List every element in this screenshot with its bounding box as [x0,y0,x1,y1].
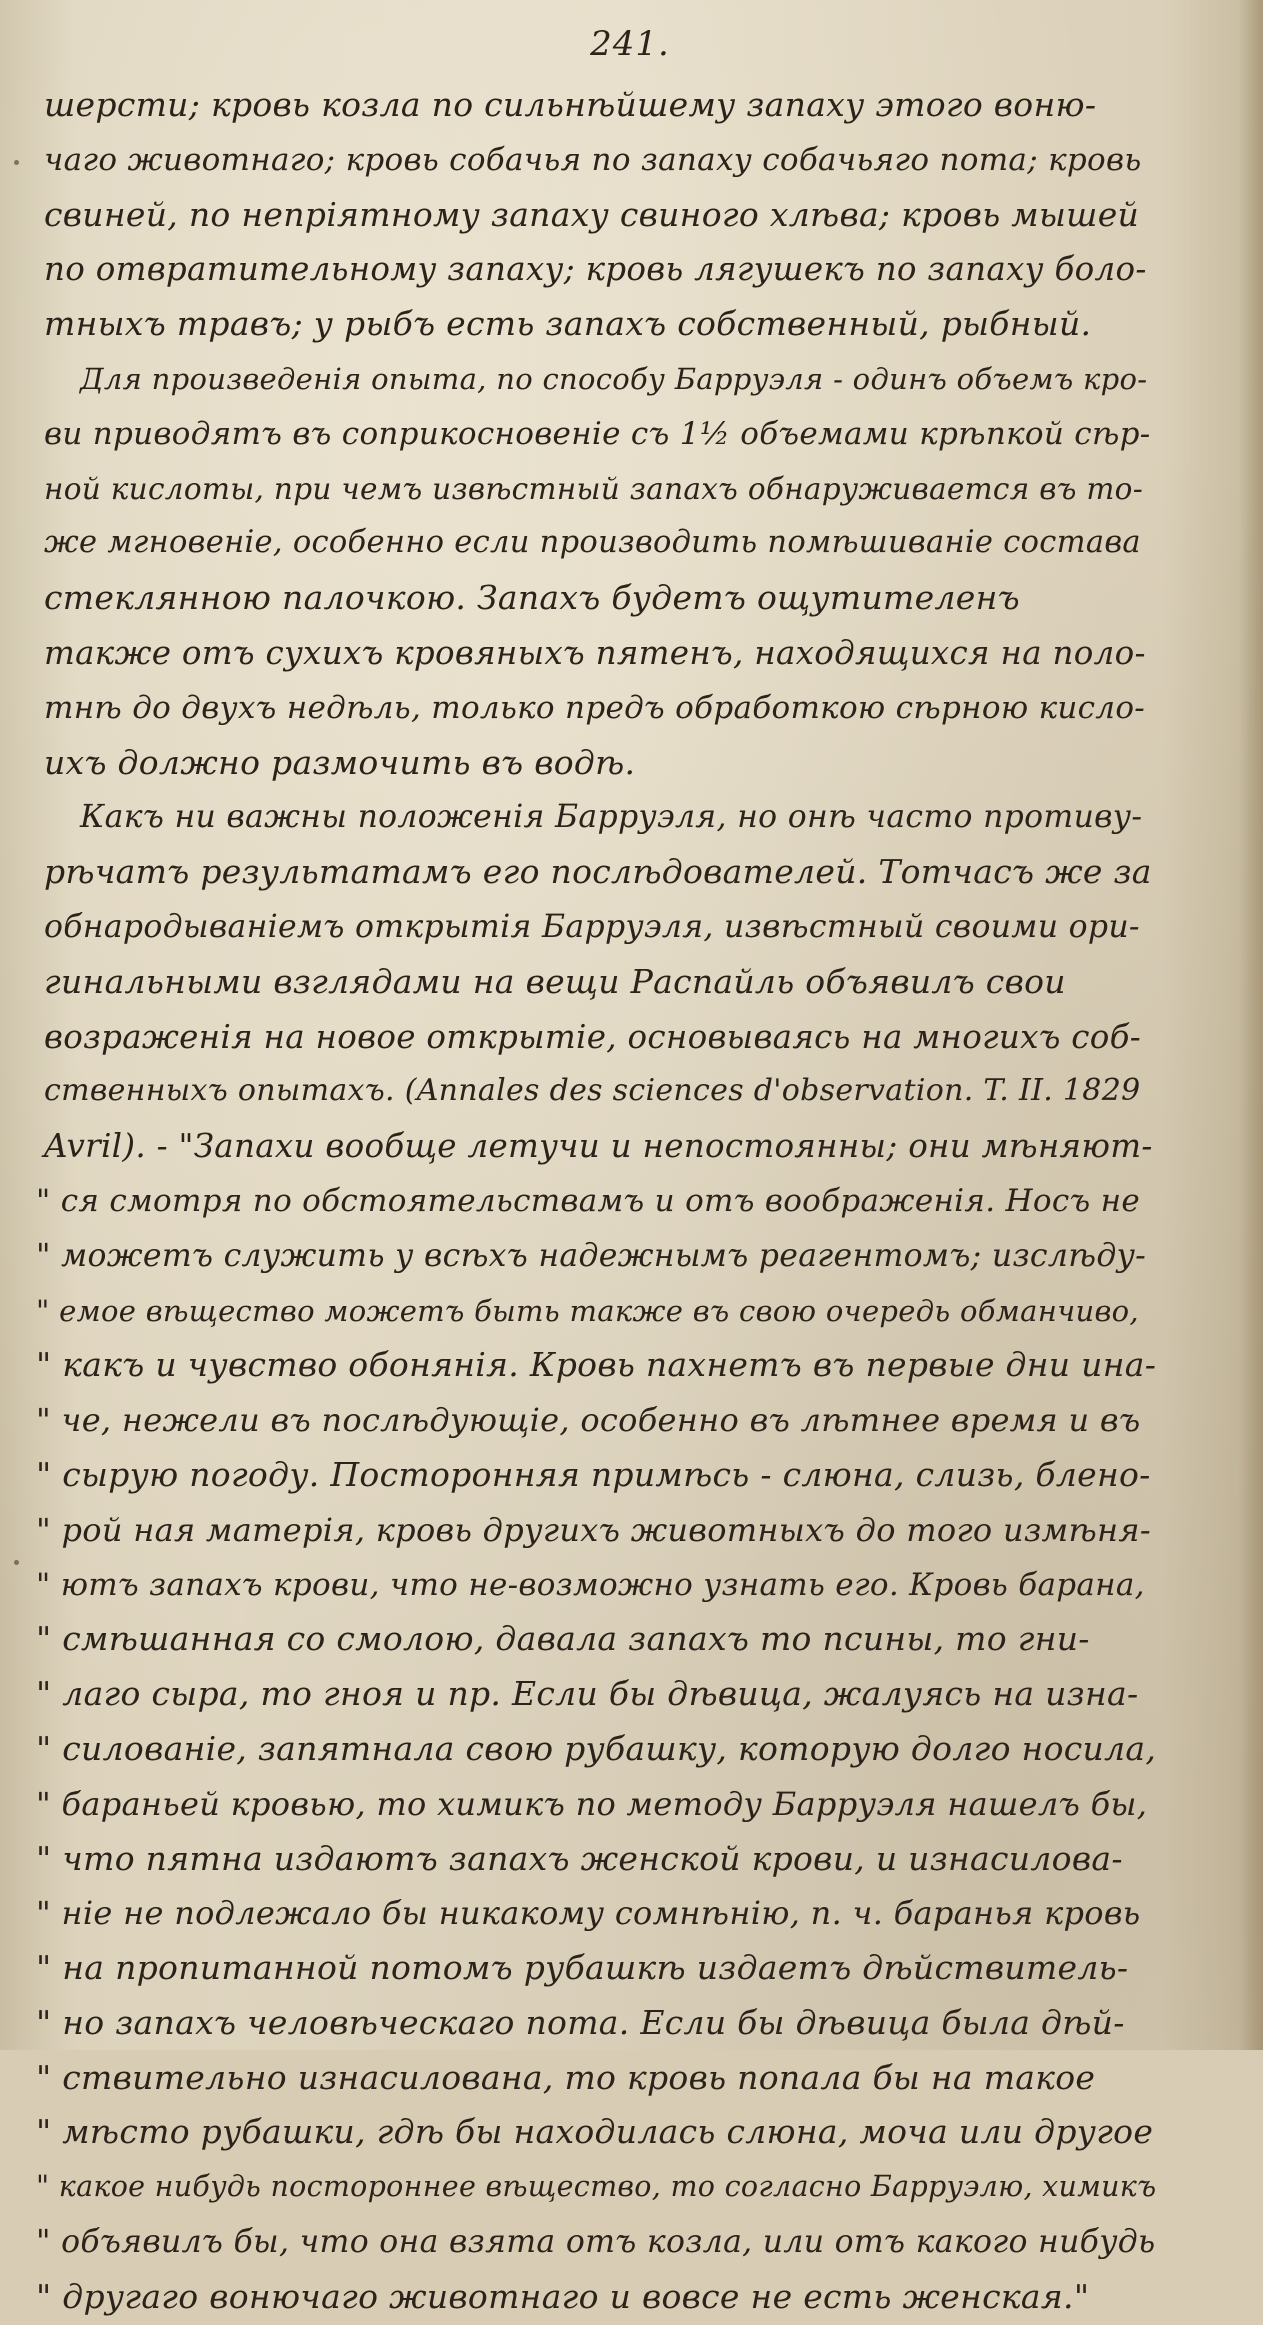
text-line: " смѣшанная со смолою, давала запахъ то псины, то гни- [36,1619,1090,1659]
text-line: ственныхъ опытахъ. (Annales des sciences d'observation. T. II. 1829 [44,1073,1141,1109]
text-line: тнѣ до двухъ недѣль, только предъ обработкою сѣрною кисло- [44,689,1146,726]
text-line: же мгновеніе, особенно если производить помѣшиваніе состава [44,525,1141,561]
text-line: " на пропитанной потомъ рубашкѣ издаетъ дѣйствитель- [36,1948,1129,1988]
page-edge-shadow [1239,0,1263,2050]
text-line: " ютъ запахъ крови, что не-возможно узнать его. Кровь барана, [36,1566,1145,1603]
text-line: " че, нежели въ послѣдующіе, особенно въ лѣтнее время и въ [36,1401,1141,1440]
text-line: " емое вѣщество можетъ быть также въ свою очередь обманчиво, [36,1293,1139,1328]
text-line: " другаго вонючаго животнаго и вовсе не есть женская." [36,2276,1090,2316]
margin-marks [10,0,24,2050]
text-line: " мѣсто рубашки, гдѣ бы находилась слюна, моча или другое [36,2112,1154,2152]
text-line: Для произведенія опыта, по способу Барруэля - одинъ объемъ кро- [80,361,1148,396]
text-line: " лаго сыра, то гноя и пр. Если бы дѣвица, жалуясь на изна- [36,1674,1139,1714]
text-line: свиней, по непріятному запаху свиного хлѣва; кровь мышей [44,194,1140,234]
text-line: чаго животнаго; кровь собачья по запаху собачьяго пота; кровь [44,141,1142,178]
text-line: по отвратительному запаху; кровь лягушекъ по запаху боло- [44,250,1147,289]
text-line: " объявилъ бы, что она взята отъ козла, или отъ какого нибудь [36,2224,1156,2261]
text-line: ной кислоты, при чемъ извѣстный запахъ обнаруживается въ то- [44,471,1143,506]
text-line: ихъ должно размочить въ водѣ. [44,742,636,782]
text-line: шерсти; кровь козла по сильнѣйшему запаху этого воню- [44,85,1097,124]
text-line: возраженія на новое открытіе, основываясь на многихъ соб- [44,1017,1142,1056]
text-line: гинальными взглядами на вещи Распайль объявилъ свои [44,961,1066,1001]
text-line: " сырую погоду. Посторонняя примѣсь - слюна, слизь, блено- [36,1454,1151,1494]
text-line: рѣчатъ результатамъ его послѣдователей. Тотчасъ же за [44,852,1152,892]
text-line: " какъ и чувство обонянія. Кровь пахнетъ въ первые дни ина- [36,1345,1157,1385]
text-line: " рой ная матерія, кровь другихъ животныхъ до того измѣня- [36,1510,1151,1549]
text-line: " бараньей кровью, то химикъ по методу Барруэля нашелъ бы, [36,1784,1148,1823]
handwritten-text-block [36,78,1156,2325]
page-number: 241. [590,24,670,64]
text-line: ви приводятъ въ соприкосновеніе съ 1½ объемами крѣпкой сѣр- [44,415,1151,452]
text-line: " ніе не подлежало бы никакому сомнѣнію, п. ч. баранья кровь [36,1894,1141,1933]
text-line: " что пятна издаютъ запахъ женской крови, и изнасилова- [36,1838,1123,1878]
text-line: " силованіе, запятнала свою рубашку, которую долго носила, [36,1728,1157,1768]
text-line: " можетъ служить у всѣхъ надежнымъ реагентомъ; изслѣду- [36,1237,1147,1274]
text-line: стеклянною палочкою. Запахъ будетъ ощутителенъ [44,578,1020,618]
text-line: также отъ сухихъ кровяныхъ пятенъ, находящихся на поло- [44,633,1146,672]
text-line: " ствительно изнасилована, то кровь попала бы на такое [36,2057,1096,2097]
text-line: тныхъ травъ; у рыбъ есть запахъ собственный, рыбный. [44,304,1092,344]
text-line: " какое нибудь постороннее вѣщество, то согласно Барруэлю, химикъ [36,2170,1157,2204]
text-line: Avril). - "Запахи вообще летучи и непостоянны; они мѣняют- [44,1127,1153,1166]
text-line: Какъ ни важны положенія Барруэля, но онѣ часто противу- [80,799,1143,836]
text-line: " но запахъ человѣческаго пота. Если бы дѣвица была дѣй- [36,2002,1125,2042]
text-line: обнародываніемъ открытія Барруэля, извѣстный своими ори- [44,908,1140,945]
text-line: " ся смотря по обстоятельствамъ и отъ воображенія. Носъ не [36,1182,1140,1219]
